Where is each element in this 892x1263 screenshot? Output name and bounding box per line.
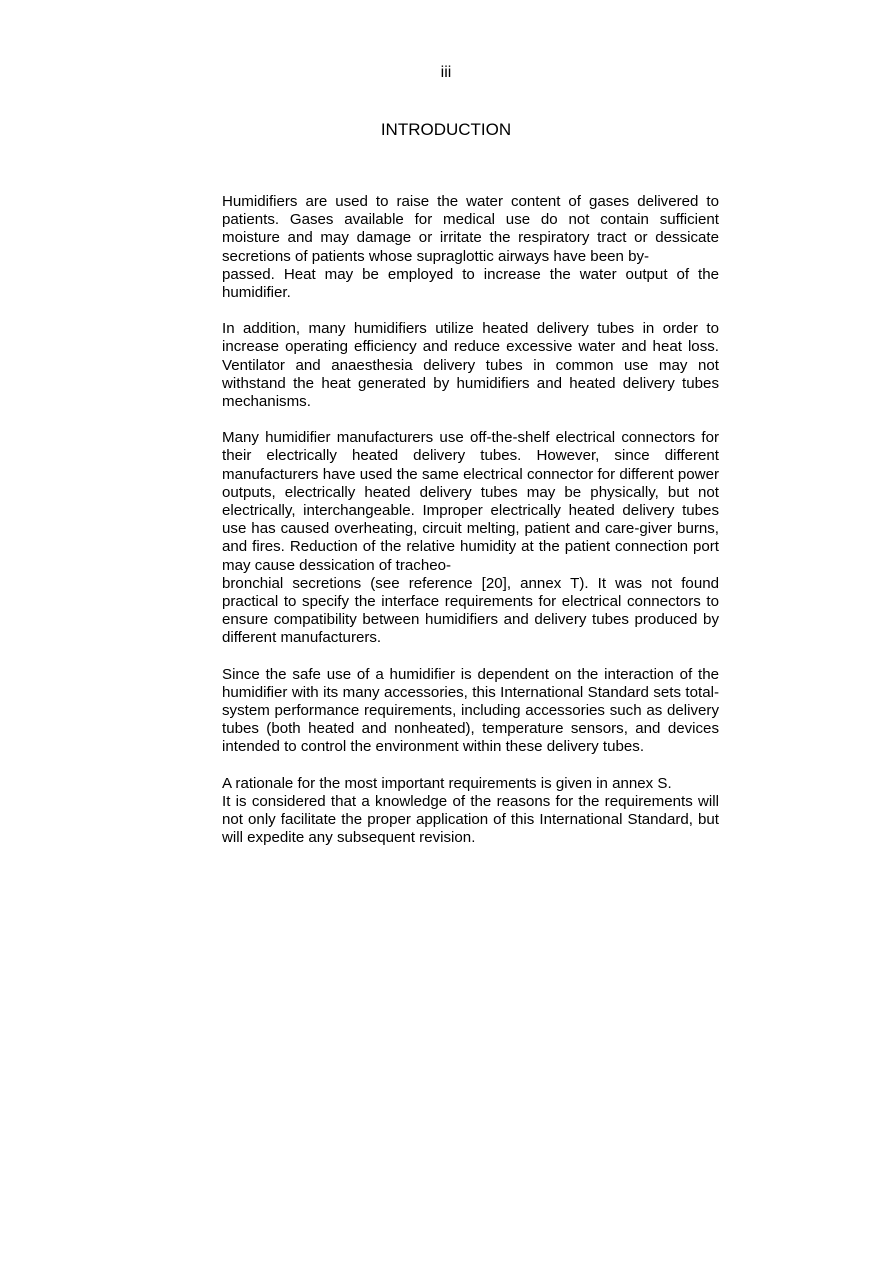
paragraph-rationale: A rationale for the most important requirements is given in annex S. It is considered that a knowledge of the reasons for the requirements will not only facilitate the proper application of this International Standard, but will expedite any subsequent revision.: [222, 774, 719, 847]
paragraph-system-requirements: Since the safe use of a humidifier is dependent on the interaction of the humidifier with its many accessories, this International Standard sets total-system performance requirements, including accessories such as delivery tubes (both heated and nonheated), temperature sensors, and devices intended to control the environment within these delivery tubes.: [222, 665, 719, 756]
paragraph-heated-delivery-tubes: In addition, many humidifiers utilize heated delivery tubes in order to increase operating efficiency and reduce excessive water and heat loss. Ventilator and anaesthesia delivery tubes in common use may not withstand the heat generated by humidifiers and heated delivery tubes mechanisms.: [222, 320, 719, 411]
page-title: INTRODUCTION: [380, 120, 512, 139]
body-text: [222, 193, 719, 866]
paragraph-humidifier-purpose: Humidifiers are used to raise the water content of gases delivered to patients. Gases available for medical use do not contain sufficient moisture and may damage or irritate the respiratory tract or dessicate secretions of patients whose supraglottic airways have been by- passed. Heat may be employed to increase the water output of the humidifier.: [222, 193, 719, 302]
paragraph-electrical-connectors: Many humidifier manufacturers use off-the-shelf electrical connectors for their electrically heated delivery tubes. However, since different manufacturers have used the same electrical connector for different power outputs, electrically heated delivery tubes may be physically, but not electrically, interchangeable. Improper electrically heated delivery tubes use has caused overheating, circuit melting, patient and care-giver burns, and fires. Reduction of the relative humidity at the patient connection port may cause dessication of tracheo- bronchial secretions (see reference [20], annex T). It was not found practical to specify the interface requirements for electrical connectors to ensure compatibility between humidifiers and delivery tubes produced by different manufacturers.: [222, 429, 719, 647]
page-number: iii: [440, 64, 452, 81]
